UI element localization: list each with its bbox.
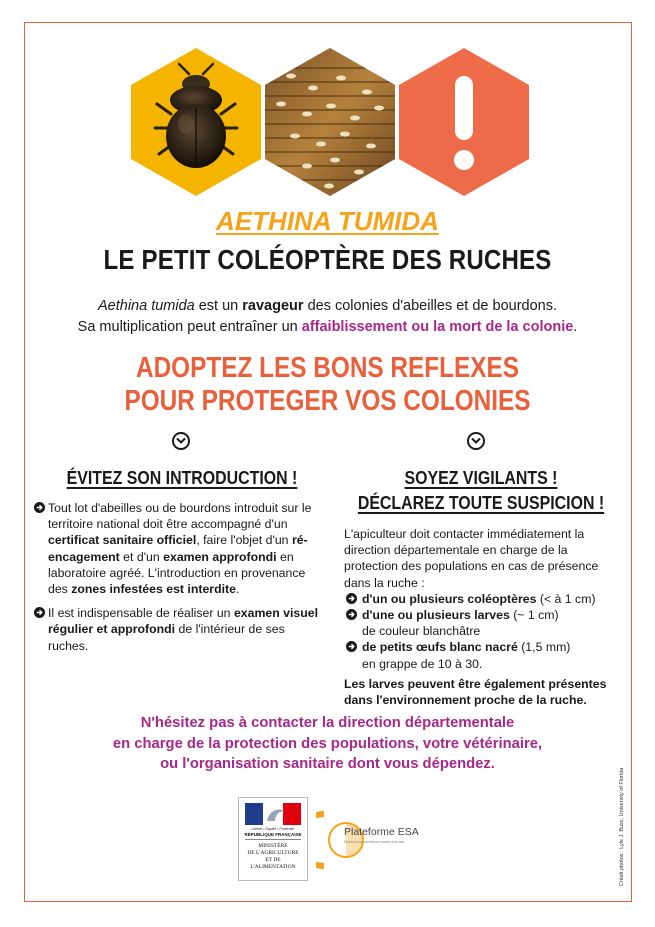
- intro-ravageur: ravageur: [242, 298, 304, 314]
- sign-item-beetles: [344, 591, 624, 607]
- text: .: [235, 582, 240, 597]
- republic-name: RÉPUBLIQUE FRANÇAISE: [244, 832, 302, 837]
- arrow-bullet-icon: [34, 607, 45, 618]
- sign-item-larvae: [344, 607, 624, 623]
- arrow-bullet-icon: [34, 502, 45, 513]
- exclamation-icon: [454, 76, 474, 170]
- text-bold: de petits œufs blanc nacré: [362, 640, 518, 655]
- sign-item-eggs-detail: en grappe de 10 à 30.: [362, 656, 483, 671]
- text-bold: certificat sanitaire officiel: [48, 533, 197, 548]
- text-bold: d'une ou plusieurs larves: [362, 608, 510, 623]
- text: Tout lot d'abeilles ou de bourdons introduit sur le territoire national doit être accompagné d'un: [48, 501, 312, 532]
- left-paragraph-1: [34, 500, 324, 597]
- intro-species: Aethina tumida: [97, 298, 195, 314]
- right-column-text: [344, 526, 624, 708]
- contact-line: N'hésitez pas à contacter la direction départementale: [140, 715, 515, 731]
- ministry-line: MINISTÈRE: [258, 843, 288, 849]
- arrow-bullet-icon: [346, 609, 357, 620]
- right-heading-line-2: DÉCLAREZ TOUTE SUSPICION !: [357, 492, 605, 513]
- larvae-environment-note: Les larves peuvent être également présentes dans l'environnement proche de la ruche.: [344, 676, 607, 708]
- text: , faire l'objet d'un: [196, 533, 292, 548]
- esa-platform-logo: [316, 808, 432, 872]
- marianne-logo: [245, 803, 301, 825]
- right-column-heading: [339, 465, 623, 515]
- text: de l'intérieur de ses ruches.: [48, 622, 285, 653]
- arrow-bullet-icon: [346, 641, 357, 652]
- ministry-line: DE L'AGRICULTURE: [247, 850, 299, 856]
- photo-credit: [612, 760, 625, 900]
- text: Il est indispensable de réaliser un: [48, 606, 234, 621]
- contact-message: [40, 713, 615, 775]
- text: (~ 1 cm): [509, 608, 559, 623]
- photo-credit-text: Crédit photos : Lyle J. Buss, University of Florida: [619, 767, 625, 887]
- contact-line: en charge de la protection des populations, votre vétérinaire,: [112, 735, 543, 752]
- right-lead: L'apiculteur doit contacter immédiatement la direction départementale en charge de la protection des populations en cas de présence dans la ruche :: [344, 527, 599, 590]
- honeycomb-larvae-hexagon: [265, 48, 395, 196]
- chevron-down-icon: [172, 432, 190, 450]
- text-bold: zones infestées est interdite: [71, 582, 236, 597]
- left-column-heading: ÉVITEZ SON INTRODUCTION !: [66, 467, 298, 488]
- chevron-down-icon: [467, 432, 485, 450]
- text-bold: examen visuel régulier et approfondi: [48, 606, 319, 637]
- ministry-line: L'ALIMENTATION: [250, 864, 296, 870]
- intro-text-part: des colonies d'abeilles et de bourdons.: [303, 298, 558, 314]
- sign-item-eggs: [344, 639, 624, 655]
- left-column-text: [34, 500, 324, 662]
- text-bold: d'un ou plusieurs coléoptères: [362, 591, 537, 606]
- esa-name: Plateforme ESA: [344, 826, 419, 838]
- sign-item-larvae-detail: de couleur blanchâtre: [362, 624, 481, 639]
- beetle-hexagon: [131, 48, 261, 196]
- slogan-line-1: ADOPTEZ LES BONS REFLEXES: [135, 352, 520, 384]
- intro-text-part: est un: [194, 298, 243, 314]
- text: (< à 1 cm): [536, 591, 596, 606]
- republic-motto: Liberté • Égalité • Fraternité: [251, 827, 295, 831]
- right-heading-line-1: SOYEZ VIGILANTS !: [404, 467, 558, 488]
- intro-warning: affaiblissement ou la mort de la colonie: [301, 319, 574, 335]
- text-bold: examen approfondi: [163, 549, 277, 564]
- slogan-line-2: POUR PROTEGER VOS COLONIES: [124, 385, 531, 417]
- text: et d'un: [119, 549, 164, 564]
- ministry-logo: [238, 797, 308, 881]
- text-bold: ré-encagement: [48, 533, 308, 564]
- contact-line: ou l'organisation sanitaire dont vous dépendez.: [160, 756, 495, 772]
- intro-text-part: Sa multiplication peut entraîner un: [77, 319, 302, 335]
- alert-hexagon: [399, 48, 529, 196]
- arrow-bullet-icon: [346, 593, 357, 604]
- ministry-line: ET DE: [265, 857, 281, 863]
- text: en laboratoire agréé. L'introduction en provenance des: [48, 549, 306, 597]
- honeycomb-larvae-icon: [265, 48, 395, 196]
- text: (1,5 mm): [517, 640, 571, 655]
- species-name-title: AETHINA TUMIDA: [216, 206, 439, 236]
- intro-text-part: .: [573, 319, 578, 335]
- ministry-name: [239, 843, 307, 871]
- main-title: LE PETIT COLÉOPTÈRE DES RUCHES: [103, 244, 552, 275]
- intro-text: [40, 296, 615, 338]
- left-paragraph-2: [34, 605, 324, 654]
- esa-tagline: Épidémiosurveillance santé animale: [344, 840, 405, 844]
- header-hexagons: [131, 48, 529, 196]
